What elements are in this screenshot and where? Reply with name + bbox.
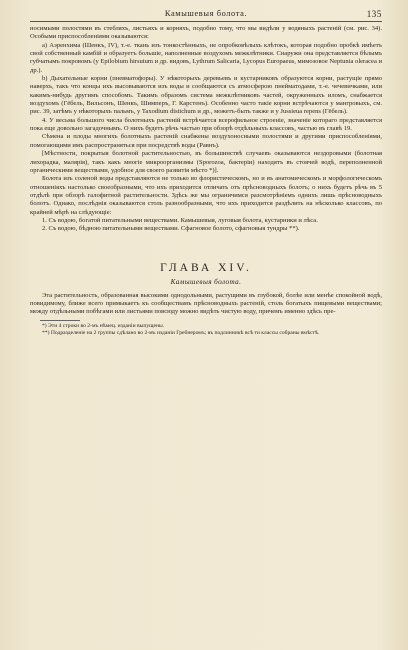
paragraph: Болота изъ соленой воды представляются не только во флористическомъ, но и въ анатомическомъ и морфологическомъ отношеніяхъ настолько своеобразными, что ихъ приходится отличать отъ прѣсноводныхъ болотъ; о нихъ будетъ рѣчь въ 5 отдѣлѣ при обзорѣ галофитной растительности. Здѣсь же мы ограничимся разсмотрѣніемъ однихъ лишь прѣсноводныхъ болотъ. Однако, послѣднія оказываются столь разнообразными, что ихъ приходится раздѣлить на нѣсколько классовъ, по крайней мѣрѣ на слѣдующіе:	[30, 175, 382, 216]
chapter-heading: ГЛАВА XIV.	[160, 261, 252, 274]
paragraph: а) Аэренхима (Шенкъ, IV), т.-е. ткань изъ тонкостѣнныхъ, не опробковѣлыхъ клѣтокъ, которая подобно пробкѣ имѣетъ свой собственный камбій и образуетъ большіе, наполненные воздухомъ межклѣтники. Снаружи она представляется бѣлымъ губчатымъ покровомъ (у Epilobium hirsutum и др. видовъ, Lythrum Salicaria, Lycopus Europaeus, мимозовое Neptunia oleracea и др.).	[30, 41, 382, 74]
paragraph: 4. У весьма большого числа болотныхъ растеній встрѣчается всерофильное строеніе, значеніе котораго представляется пока еще довольно загадочнымъ. О нихъ будетъ рѣчь частью при обзорѣ отдѣльныхъ классовъ, частью въ главѣ 19.	[30, 116, 382, 133]
paragraph: b) Дыхательные корни (пневматофоры). У нѣкоторыхъ деревьевъ и кустарниковъ образуются корни, растущіе прямо наверхъ, такъ что концы ихъ высовываются изъ воды и сообщаются съ атмосферою пнейматодами, т.-е. чечевичками, или какимъ-нибудь другимъ способомъ. Такимъ образомъ система межклѣтниковъ частей, окруженныхъ иломъ, снабжается воздухомъ (Гёбель, Вильсонъ, Шенкъ, Шимперъ, Г. Карстенъ). Особенно часто такіе корни встрѣчаются у мангровыхъ, см. рис. 39, затѣмъ у нѣкоторыхъ пальмъ, у Taxodium distichum и др., можетъ-быть также и у Jussieua repens (Гёбель).	[30, 75, 382, 116]
chapter-subtitle: Камышевыя болота.	[170, 277, 242, 286]
list-item: 2. Съ водою, бѣдною питательными веществами. Сфагновое болото, сфагновыя тундры **).	[42, 225, 300, 233]
paragraph: носимыми полостями въ стебляхъ, листьяхъ и корняхъ, подобно тому, что мы видѣли у водяныхъ растеній (см. рис. 34). Особыми приспособленіями оказываются:	[30, 25, 382, 41]
chapter-paragraph: Эта растительность, образованная высокими однодольными, растущими въ глубокой, болѣе или менѣе спокойной водѣ, повидимому, ближе всего примыкаетъ къ сообществамъ прѣсноводныхъ растеній, столь богатыхъ пищевыми веществами; между отдѣльными побѣгами или листьями повсюду можно видѣть чистую воду, причемъ именно здѣсь пре-	[30, 291, 382, 316]
header-rule	[30, 21, 382, 22]
paragraph: Сѣмена и плоды многихъ болотныхъ растеній снабжены воздухоносными полостями и другими приспособленіями, помогающими имъ распространяться при посредствѣ воды (Равнъ).	[30, 133, 382, 149]
footnote: *) Эти 4 строки во 2-мъ нѣмец. изданіи выпущены.	[42, 322, 165, 329]
page-number: 135	[366, 9, 382, 19]
list-item: 1. Съ водою, богатой питательными веществами. Камышевыя, луговыя болота, кустарники и лѣса.	[42, 216, 318, 224]
paragraph: [Мѣстности, покрытыя болотной растительностью, въ большинствѣ случаевъ оказываются нездоровыми (болотная лихорадка, малярія), такъ какъ многіе микроорганизмы (Sporozoa, бактеріи) находятъ въ стоячей водѣ, переполненной органическими веществами, удобное для своего развитія мѣсто *)].	[30, 150, 382, 174]
footnote: **) Подразделеніе на 2 группы сдѣлано во 2-мъ изданіи Гребнеромъ; въ подлинникѣ всѣ ти классы собраны вмѣстѣ.	[42, 329, 320, 336]
running-head	[30, 8, 382, 20]
footnote-rule	[40, 320, 80, 321]
running-title: Камышевыя болота.	[164, 9, 248, 18]
